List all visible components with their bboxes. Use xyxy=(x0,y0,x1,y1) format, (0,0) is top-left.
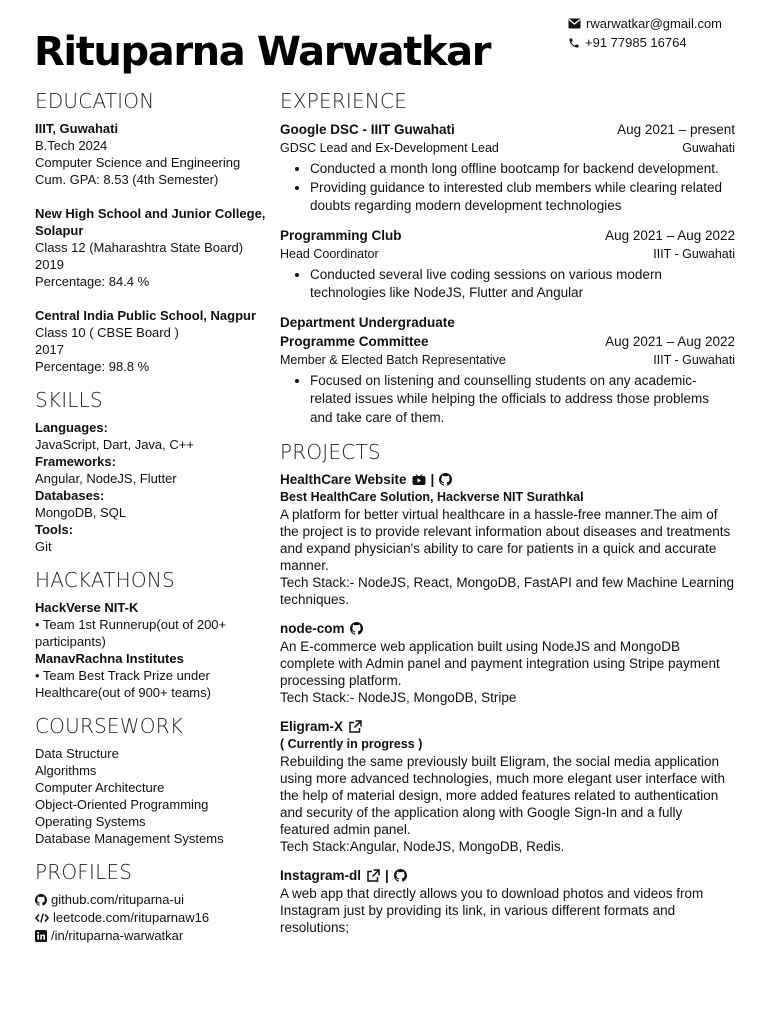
envelope-icon xyxy=(568,18,581,29)
bullet-item: • Providing guidance to interested club members while clearing related doubts regarding modern development technologies xyxy=(310,179,735,216)
skills-section xyxy=(35,387,270,555)
separator: | xyxy=(430,472,435,487)
project-name: node-com xyxy=(280,621,345,636)
project-name: HealthCare Website xyxy=(280,472,407,487)
github-icon[interactable] xyxy=(439,473,452,486)
skills-title: SKILLS xyxy=(35,388,103,412)
skill-value: JavaScript, Dart, Java, C++ xyxy=(35,437,194,452)
project-tech: Tech Stack:- NodeJS, React, MongoDB, FastAPI and few Machine Learning techniques. xyxy=(280,575,734,607)
skill-value: Angular, NodeJS, Flutter xyxy=(35,471,177,486)
course-item: Algorithms xyxy=(35,763,97,778)
project-name: Eligram-X xyxy=(280,719,344,734)
experience-org: Department Undergraduate Programme Committee xyxy=(280,314,455,349)
youtube-icon[interactable] xyxy=(412,474,426,486)
education-line: Percentage: 98.8 % xyxy=(35,359,150,374)
email-row[interactable] xyxy=(568,14,722,33)
experience-location: IIIT - Guwahati xyxy=(653,246,735,261)
hackathons-section xyxy=(35,567,270,701)
education-line: Percentage: 84.4 % xyxy=(35,274,150,289)
project-item xyxy=(280,718,735,855)
external-link-icon[interactable] xyxy=(366,869,380,883)
course-item: Computer Architecture xyxy=(35,780,165,795)
phone-text[interactable]: +91 77985 16764 xyxy=(585,35,687,50)
experience-section xyxy=(280,88,735,427)
email-text[interactable]: rwarwatkar@gmail.com xyxy=(586,16,722,31)
education-title: EDUCATION xyxy=(35,89,155,113)
project-description: A platform for better virtual healthcare in a hassle-free manner.The aim of the project is to provide relevant information about diseases and treatments and expand physician's ability to care for patients in a quick and accurate manner. xyxy=(280,507,731,573)
project-subtitle: Best HealthCare Solution, Hackverse NIT Surathkal xyxy=(280,490,584,504)
profile-text[interactable]: github.com/rituparna-ui xyxy=(51,892,184,907)
linkedin-icon xyxy=(35,930,47,942)
bullet-item: • Conducted a month long offline bootcamp for backend development. xyxy=(310,160,735,179)
project-tech: Tech Stack:Angular, NodeJS, MongoDB, Redis. xyxy=(280,839,565,854)
experience-title: EXPERIENCE xyxy=(280,89,408,113)
skill-label: Tools: xyxy=(35,522,74,537)
course-item: Database Management Systems xyxy=(35,831,224,846)
hackathon-list xyxy=(35,599,270,701)
education-line: Cum. GPA: 8.53 (4th Semester) xyxy=(35,172,219,187)
education-line: Class 10 ( CBSE Board ) xyxy=(35,325,179,340)
education-line: 2019 xyxy=(35,257,64,272)
project-tech: Tech Stack:- NodeJS, MongoDB, Stripe xyxy=(280,690,517,705)
profile-link-leetcode[interactable] xyxy=(35,909,270,927)
skill-label: Databases: xyxy=(35,488,105,503)
skill-value: MongoDB, SQL xyxy=(35,505,127,520)
experience-role: Member & Elected Batch Representative xyxy=(280,352,506,367)
skill-label: Frameworks: xyxy=(35,454,116,469)
bullet-item: • Conducted several live coding sessions on various modern technologies like NodeJS, Flutter and Angular xyxy=(310,266,735,303)
experience-item xyxy=(280,313,735,428)
education-item xyxy=(35,205,270,290)
project-item xyxy=(280,867,735,936)
experience-role: Head Coordinator xyxy=(280,246,379,261)
profile-text[interactable]: /in/rituparna-warwatkar xyxy=(51,928,184,943)
github-icon xyxy=(35,894,47,906)
profiles-title: PROFILES xyxy=(35,860,133,884)
right-column xyxy=(280,88,735,948)
experience-org: Programming Club xyxy=(280,227,402,243)
coursework-list xyxy=(35,745,270,847)
course-item: Data Structure xyxy=(35,746,119,761)
experience-org: Google DSC - IIIT Guwahati xyxy=(280,122,455,137)
course-item: Object-Oriented Programming xyxy=(35,797,209,812)
hackathon-name: ManavRachna Institutes xyxy=(35,651,184,666)
resume-name: Rituparna Warwatkar xyxy=(34,29,491,75)
projects-title: PROJECTS xyxy=(280,440,381,464)
experience-item xyxy=(280,226,735,303)
profile-text[interactable]: leetcode.com/rituparnaw16 xyxy=(53,910,210,925)
education-item xyxy=(35,120,270,188)
coursework-title: COURSEWORK xyxy=(35,714,184,738)
experience-dates: Aug 2021 – Aug 2022 xyxy=(605,227,735,243)
external-link-icon[interactable] xyxy=(348,720,362,734)
contact-block xyxy=(568,14,722,52)
profiles-section xyxy=(35,859,270,945)
experience-location: IIIT - Guwahati xyxy=(653,352,735,367)
project-item xyxy=(280,471,735,608)
profiles-list xyxy=(35,891,270,945)
phone-row[interactable] xyxy=(568,33,722,52)
institution-name: Central India Public School, Nagpur xyxy=(35,308,257,323)
hackathon-name: HackVerse NIT-K xyxy=(35,600,139,615)
project-item xyxy=(280,620,735,706)
experience-bullets xyxy=(280,160,735,216)
left-column xyxy=(35,88,270,957)
institution-name: New High School and Junior College, Solapur xyxy=(35,206,266,238)
project-description: A web app that directly allows you to download photos and videos from Instagram just by providing its link, in various different formats and resolutions; xyxy=(280,886,704,935)
hackathons-title: HACKATHONS xyxy=(35,568,175,592)
experience-dates: Aug 2021 – present xyxy=(617,122,735,137)
education-line: B.Tech 2024 xyxy=(35,138,108,153)
education-item xyxy=(35,307,270,375)
experience-role: GDSC Lead and Ex-Development Lead xyxy=(280,141,499,155)
skill-label: Languages: xyxy=(35,420,108,435)
skills-list xyxy=(35,419,270,555)
separator: | xyxy=(385,868,389,883)
profile-link-linkedin[interactable] xyxy=(35,927,270,945)
skill-value: Git xyxy=(35,539,52,554)
experience-bullets xyxy=(280,266,735,303)
education-line: 2017 xyxy=(35,342,64,357)
github-icon[interactable] xyxy=(394,869,407,882)
profile-link-github[interactable] xyxy=(35,891,270,909)
hackathon-detail: • Team Best Track Prize under Healthcare(out of 900+ teams) xyxy=(35,668,211,700)
experience-bullets xyxy=(280,372,735,428)
education-line: Computer Science and Engineering xyxy=(35,155,241,170)
project-subtitle: ( Currently in progress ) xyxy=(280,737,423,751)
experience-dates: Aug 2021 – Aug 2022 xyxy=(605,333,735,349)
project-name: Instagram-dl xyxy=(280,868,362,883)
experience-location: Guwahati xyxy=(682,141,735,155)
code-icon xyxy=(35,912,49,924)
experience-item xyxy=(280,120,735,216)
projects-section xyxy=(280,439,735,936)
github-icon[interactable] xyxy=(350,622,363,635)
course-item: Operating Systems xyxy=(35,814,146,829)
education-line: Class 12 (Maharashtra State Board) xyxy=(35,240,244,255)
institution-name: IIIT, Guwahati xyxy=(35,121,119,136)
bullet-item: • Focused on listening and counselling students on any academic-related issues while helping the officials to address those problems and take care of them. xyxy=(310,372,735,428)
project-description: Rebuilding the same previously built Eligram, the social media application using more advanced technologies, much more elegant user interface with the help of material design, more added features related to authentication and security of the application along with Google Sign-In and a fully featured admin panel. xyxy=(280,754,725,837)
education-section xyxy=(35,88,270,375)
phone-icon xyxy=(568,37,580,49)
project-description: An E-commerce web application built using NodeJS and MongoDB complete with Admin panel and payment integration using Stripe payment processing platform. xyxy=(280,639,720,688)
hackathon-detail: • Team 1st Runnerup(out of 200+ participants) xyxy=(35,617,227,649)
coursework-section xyxy=(35,713,270,847)
